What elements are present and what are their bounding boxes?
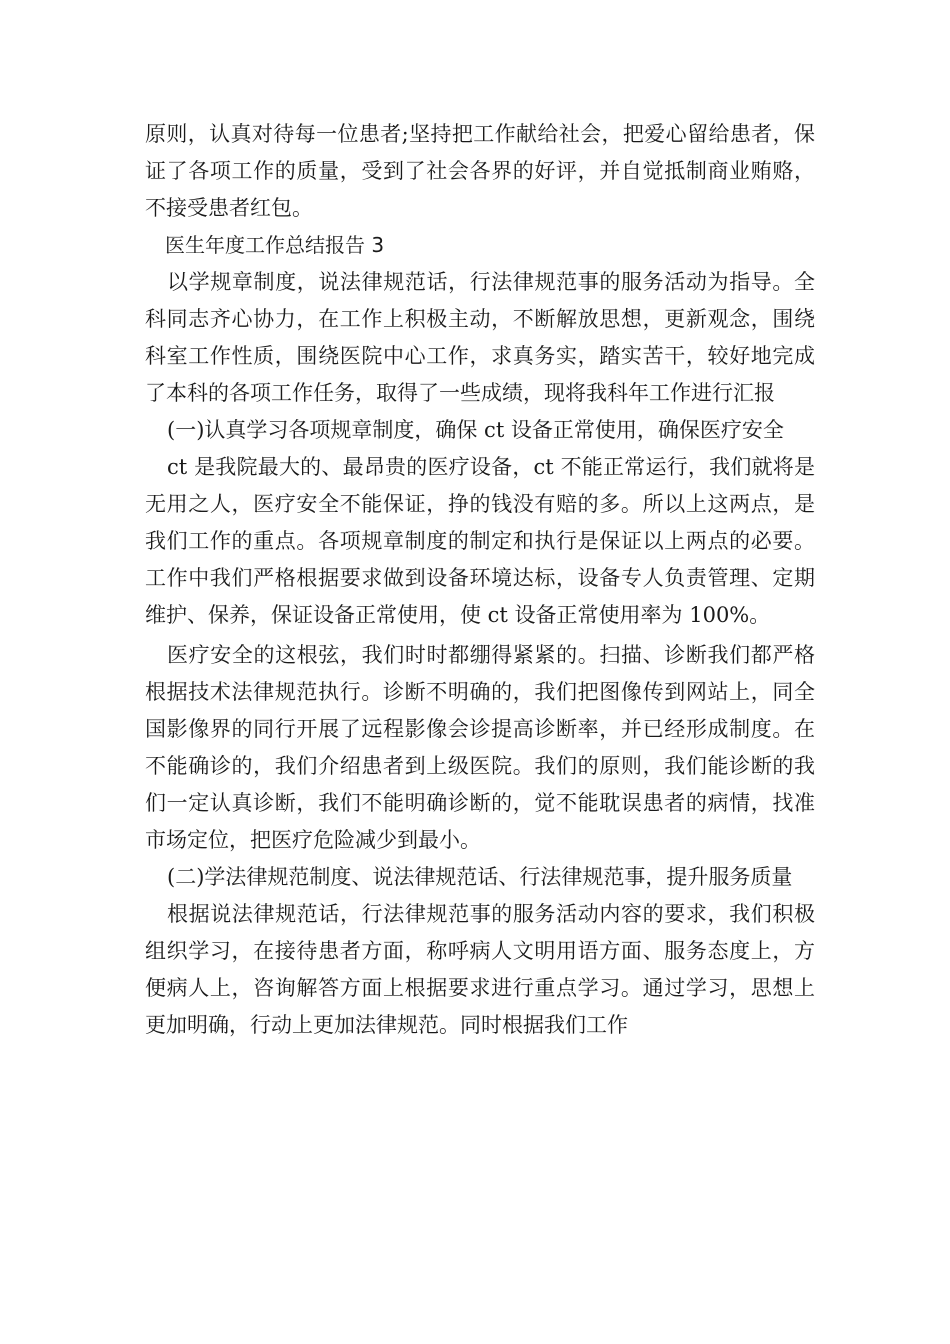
paragraph-intro: 以学规章制度，说法律规范话，行法律规范事的服务活动为指导。全科同志齐心协力，在工作上积极主动，不断解放思想，更新观念，围绕科室工作性质，围绕医院中心工作，求真务实，踏实苦干，较好地完成了本科的各项工作任务，取得了一些成绩，现将我科年工作进行汇报 [145,270,815,405]
paragraph-principles: 原则，认真对待每一位患者;坚持把工作献给社会，把爱心留给患者，保证了各项工作的质量，受到了社会各界的好评，并自觉抵制商业贿赂，不接受患者红包。 [145,122,815,220]
paragraph-ct-equipment: ct 是我院最大的、最昂贵的医疗设备，ct 不能正常运行，我们就将是无用之人，医疗安全不能保证，挣的钱没有赔的多。所以上这两点，是我们工作的重点。各项规章制度的制定和执行是保证以上两点的必要。工作中我们严格根据要求做到设备环境达标，设备专人负责管理、定期维护、保养，保证设备正常使用，使 ct 设备正常使用率为 100%。 [145,455,815,627]
paragraph-medical-safety: 医疗安全的这根弦，我们时时都绷得紧紧的。扫描、诊断我们都严格根据技术法律规范执行。诊断不明确的，我们把图像传到网站上，同全国影像界的同行开展了远程影像会诊提高诊断率，并已经形成制度。在不能确诊的，我们介绍患者到上级医院。我们的原则，我们能诊断的我们一定认真诊断，我们不能明确诊断的，觉不能耽误患者的病情，找准市场定位，把医疗危险减少到最小。 [145,643,815,852]
paragraph-service-quality: 根据说法律规范话，行法律规范事的服务活动内容的要求，我们积极组织学习，在接待患者方面，称呼病人文明用语方面、服务态度上，方便病人上，咨询解答方面上根据要求进行重点学习。通过学习，思想上更加明确，行动上更加法律规范。同时根据我们工作 [145,902,815,1037]
heading-section-one: (一)认真学习各项规章制度，确保 ct 设备正常使用，确保医疗安全 [167,418,784,442]
document-body [145,116,815,1044]
heading-section-two: (二)学法律规范制度、说法律规范话、行法律规范事，提升服务质量 [167,865,793,889]
section-title: 医生年度工作总结报告 3 [165,233,385,257]
